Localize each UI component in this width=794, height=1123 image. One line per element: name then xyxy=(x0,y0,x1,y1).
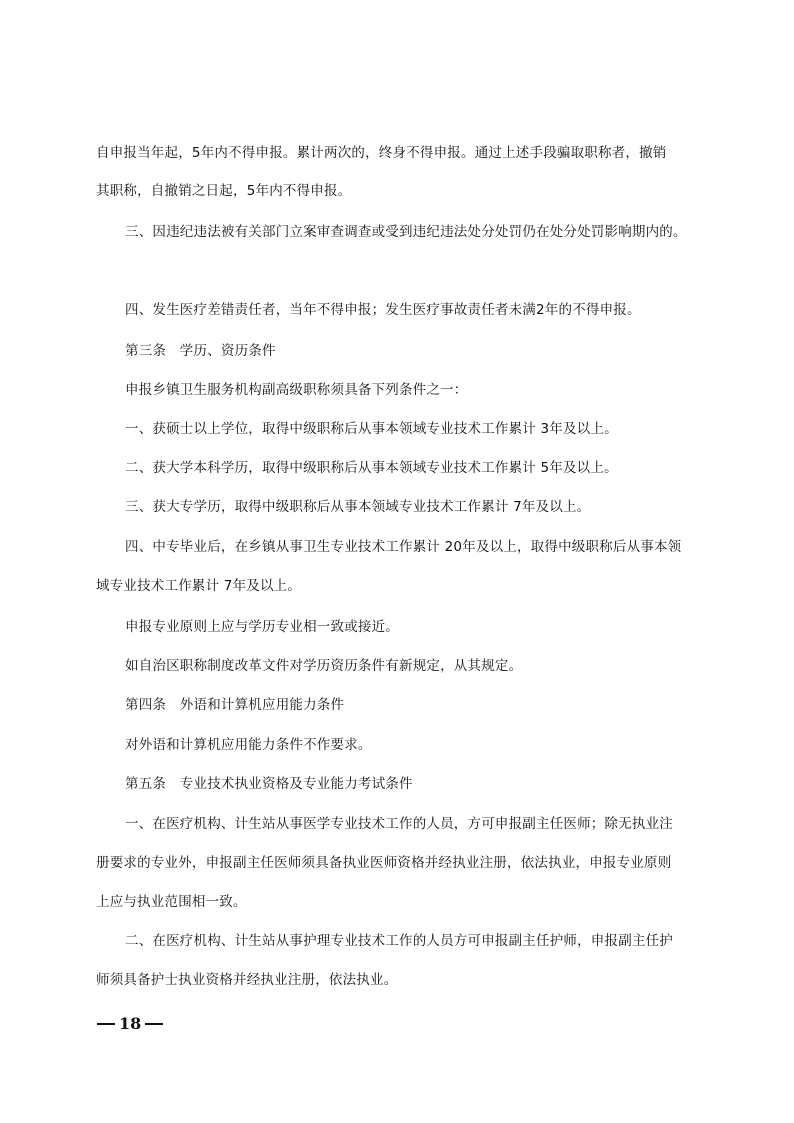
text-line: 对外语和计算机应用能力条件不作要求。 xyxy=(125,737,372,753)
text-line: 域专业技术工作累计 7年及以上。 xyxy=(96,578,302,594)
text-line: 申报乡镇卫生服务机构副高级职称须具备下列条件之一： xyxy=(125,382,468,398)
section-heading: 第三条 学历、资历条件 xyxy=(125,343,276,359)
section-heading: 第四条 外语和计算机应用能力条件 xyxy=(125,697,345,713)
page-number: 18 xyxy=(119,1014,142,1033)
text-line: 上应与执业范围相一致。 xyxy=(96,894,247,910)
footer-left-rule xyxy=(97,1023,115,1025)
text-line: 其职称，自撤销之日起，5年内不得申报。 xyxy=(96,183,352,199)
page-footer xyxy=(97,1012,165,1036)
text-line: 三、获大专学历，取得中级职称后从事本领域专业技术工作累计 7年及以上。 xyxy=(125,499,591,515)
section-heading: 第五条 专业技术执业资格及专业能力考试条件 xyxy=(125,776,413,792)
text-line: 三、因违纪违法被有关部门立案审查调查或受到违纪违法处分处罚仍在处分处罚影响期内的。 xyxy=(125,224,687,240)
text-line: 申报专业原则上应与学历专业相一致或接近。 xyxy=(125,619,399,635)
text-line: 师须具备护士执业资格并经执业注册，依法执业。 xyxy=(96,972,398,988)
text-line: 四、中专毕业后，在乡镇从事卫生专业技术工作累计 20年及以上，取得中级职称后从事本领 xyxy=(125,539,682,555)
text-line: 如自治区职称制度改革文件对学历资历条件有新规定，从其规定。 xyxy=(125,658,523,674)
text-line: 二、在医疗机构、计生站从事护理专业技术工作的人员方可申报副主任护师，申报副主任护 xyxy=(125,933,673,949)
text-line: 二、获大学本科学历，取得中级职称后从事本领域专业技术工作累计 5年及以上。 xyxy=(125,460,618,476)
text-line: 自申报当年起，5年内不得申报。累计两次的，终身不得申报。通过上述手段骗取职称者，撤销 xyxy=(96,145,667,161)
text-line: 册要求的专业外，申报副主任医师须具备执业医师资格并经执业注册，依法执业，申报专业原则 xyxy=(96,855,672,871)
footer-right-rule xyxy=(145,1023,163,1025)
text-line: 一、获硕士以上学位，取得中级职称后从事本领域专业技术工作累计 3年及以上。 xyxy=(125,421,618,437)
text-line: 四、发生医疗差错责任者，当年不得申报；发生医疗事故责任者未满2年的不得申报。 xyxy=(125,302,641,318)
text-line: 一、在医疗机构、计生站从事医学专业技术工作的人员，方可申报副主任医师；除无执业注 xyxy=(125,816,673,832)
